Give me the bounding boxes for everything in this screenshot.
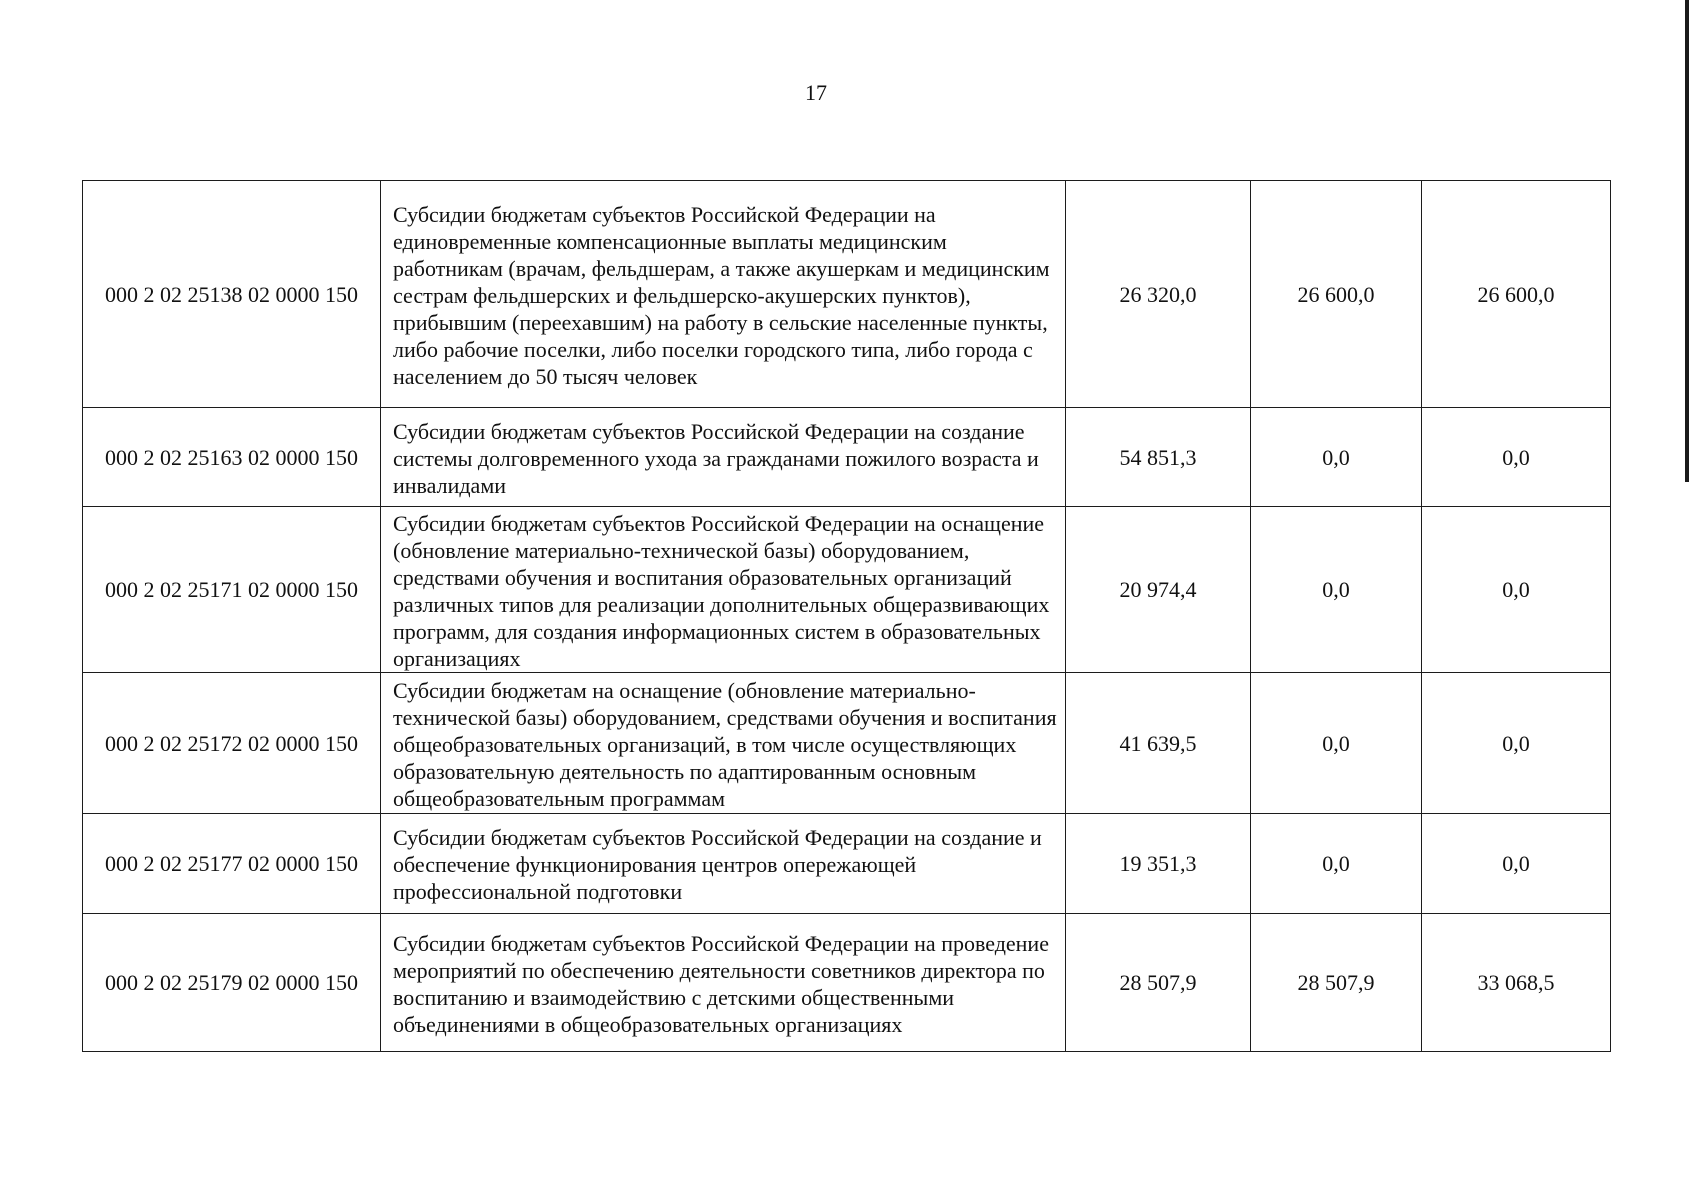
scan-edge-mark [1685,0,1689,482]
budget-code-cell: 000 2 02 25179 02 0000 150 [83,914,381,1052]
amount-cell-1: 19 351,3 [1066,814,1251,914]
amount-cell-3: 0,0 [1422,507,1611,673]
table-row [83,914,1611,1052]
table-row [83,181,1611,408]
amount-cell-3: 33 068,5 [1422,914,1611,1052]
amount-cell-2: 0,0 [1251,507,1422,673]
amount-cell-2: 0,0 [1251,814,1422,914]
description-cell: Субсидии бюджетам субъектов Российской Федерации на создание системы долговременного ухода за гражданами пожилого возраста и инвалидами [381,408,1066,507]
budget-subsidies-table [82,180,1611,1052]
table-row [83,673,1611,814]
table-row [83,507,1611,673]
amount-cell-2: 26 600,0 [1251,181,1422,408]
amount-cell-1: 54 851,3 [1066,408,1251,507]
budget-code-cell: 000 2 02 25138 02 0000 150 [83,181,381,408]
amount-cell-1: 20 974,4 [1066,507,1251,673]
table-row [83,408,1611,507]
description-cell: Субсидии бюджетам субъектов Российской Федерации на оснащение (обновление материально-технической базы) оборудованием, средствами обучения и воспитания образовательных организаций различных типов для реализации дополнительных общеразвивающих программ, для создания информационных систем в образовательных организациях [381,507,1066,673]
amount-cell-3: 0,0 [1422,408,1611,507]
amount-cell-2: 0,0 [1251,673,1422,814]
amount-cell-1: 41 639,5 [1066,673,1251,814]
amount-cell-2: 28 507,9 [1251,914,1422,1052]
amount-cell-3: 26 600,0 [1422,181,1611,408]
description-cell: Субсидии бюджетам субъектов Российской Федерации на проведение мероприятий по обеспечению деятельности советников директора по воспитанию и взаимодействию с детскими общественными объединениями в общеобразовательных организациях [381,914,1066,1052]
amount-cell-3: 0,0 [1422,814,1611,914]
description-cell: Субсидии бюджетам субъектов Российской Федерации на единовременные компенсационные выплаты медицинским работникам (врачам, фельдшерам, а также акушеркам и медицинским сестрам фельдшерских и фельдшерско-акушерских пунктов), прибывшим (переехавшим) на работу в сельские населенные пункты, либо рабочие поселки, либо поселки городского типа, либо города с населением до 50 тысяч человек [381,181,1066,408]
budget-code-cell: 000 2 02 25177 02 0000 150 [83,814,381,914]
amount-cell-3: 0,0 [1422,673,1611,814]
amount-cell-1: 28 507,9 [1066,914,1251,1052]
amount-cell-1: 26 320,0 [1066,181,1251,408]
budget-code-cell: 000 2 02 25172 02 0000 150 [83,673,381,814]
budget-code-cell: 000 2 02 25163 02 0000 150 [83,408,381,507]
description-cell: Субсидии бюджетам на оснащение (обновление материально-технической базы) оборудованием, средствами обучения и воспитания общеобразовательных организаций, в том числе осуществляющих образовательную деятельность по адаптированным основным общеобразовательным программам [381,673,1066,814]
budget-code-cell: 000 2 02 25171 02 0000 150 [83,507,381,673]
table-row [83,814,1611,914]
page-number: 17 [805,80,827,105]
amount-cell-2: 0,0 [1251,408,1422,507]
description-cell: Субсидии бюджетам субъектов Российской Федерации на создание и обеспечение функционирования центров опережающей профессиональной подготовки [381,814,1066,914]
